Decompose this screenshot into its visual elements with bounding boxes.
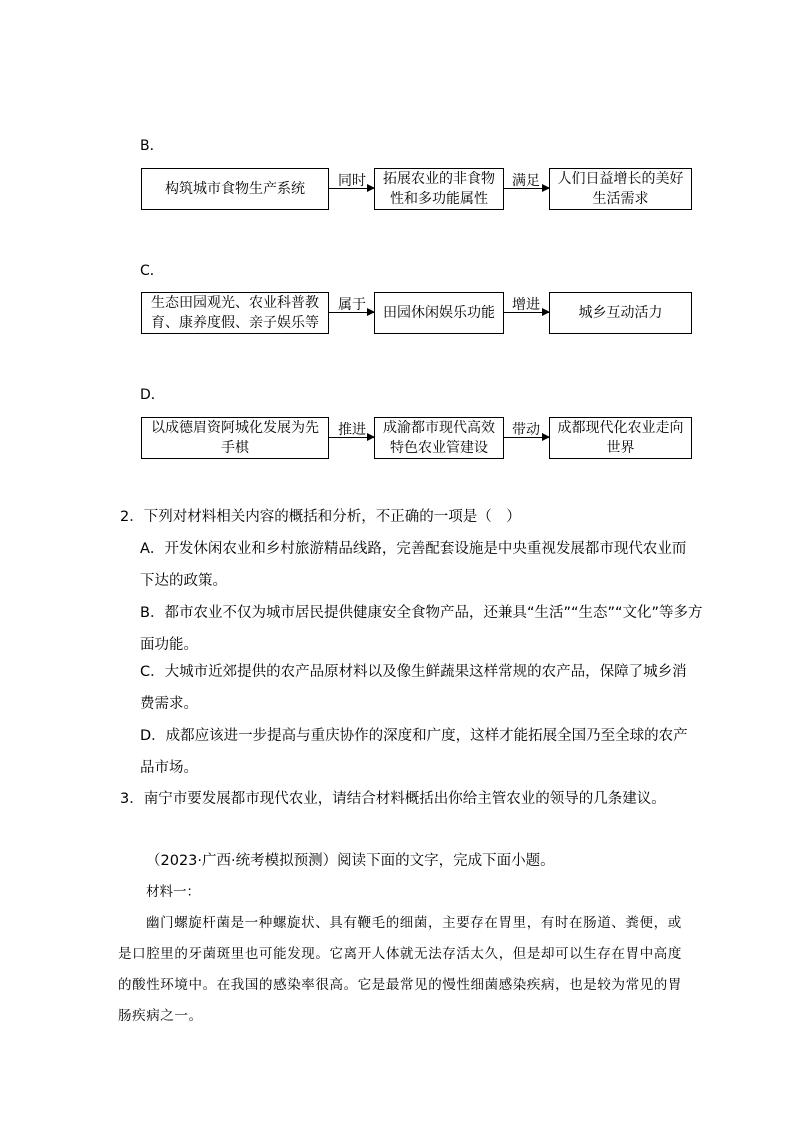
flow-box: 人们日益增长的美好生活需求 [549, 168, 692, 210]
flow-box: 田园休闲娱乐功能 [374, 292, 504, 334]
material-title: 材料一： [146, 884, 200, 900]
flow-box: 成都现代化农业走向世界 [549, 417, 692, 459]
option-a-line1: A．开发休闲农业和乡村旅游精品线路，完善配套设施是中央重视发展都市现代农业而 [140, 541, 687, 557]
connector-label: 推进 [338, 422, 366, 438]
connector-label: 属于 [338, 297, 366, 313]
flow-box: 构筑城市食物生产系统 [141, 168, 329, 210]
question-3: 3．南宁市要发展都市现代农业，请结合材料概括出你给主管农业的领导的几条建议。 [120, 791, 666, 807]
option-b-line2: 面功能。 [140, 637, 198, 653]
flow-box: 成渝都市现代高效特色农业管建设 [374, 417, 504, 459]
connector-label: 带动 [512, 422, 540, 438]
material-line: 的酸性环境中。在我国的感染率很高。它是最常见的慢性细菌感染疾病，也是较为常见的胃 [118, 977, 682, 993]
option-d-line1: D．成都应该进一步提高与重庆协作的深度和广度，这样才能拓展全国乃至全球的农产 [140, 728, 688, 744]
connector-label: 同时 [338, 173, 366, 189]
option-a-line2: 下达的政策。 [140, 573, 227, 589]
flow-box: 以成德眉资阿城化发展为先手棋 [141, 417, 329, 459]
option-c-line1: C．大城市近郊提供的农产品原材料以及像生鲜蔬果这样常规的农产品，保障了城乡消 [140, 664, 687, 680]
flow-box: 拓展农业的非食物性和多功能属性 [374, 168, 504, 210]
connector-label: 增进 [512, 297, 540, 313]
option-c-line2: 费需求。 [140, 696, 198, 712]
option-label-d: D． [140, 387, 165, 403]
flow-box: 城乡互动活力 [549, 292, 692, 334]
section-intro: （2023·广西·统考模拟预测）阅读下面的文字，完成下面小题。 [146, 853, 555, 869]
option-label-b: B． [140, 138, 164, 154]
material-line: 是口腔里的牙菌斑里也可能发现。它离开人体就无法存活太久，但是却可以生存在胃中高度 [118, 946, 682, 962]
flow-box: 生态田园观光、农业科普教育、康养度假、亲子娱乐等 [141, 292, 329, 334]
option-label-c: C． [140, 263, 164, 279]
material-line: 肠疾病之一。 [118, 1008, 203, 1024]
connector-label: 满足 [512, 173, 540, 189]
option-d-line2: 品市场。 [140, 760, 198, 776]
question-stem: 2．下列对材料相关内容的概括和分析，不正确的一项是（ ） [120, 509, 521, 525]
material-line: 幽门螺旋杆菌是一种螺旋状、具有鞭毛的细菌，主要存在胃里，有时在肠道、粪便，或 [146, 915, 682, 931]
option-b-line1: B．都市农业不仅为城市居民提供健康安全食物产品，还兼具“生活”“生态”“文化”等多方 [140, 605, 703, 621]
